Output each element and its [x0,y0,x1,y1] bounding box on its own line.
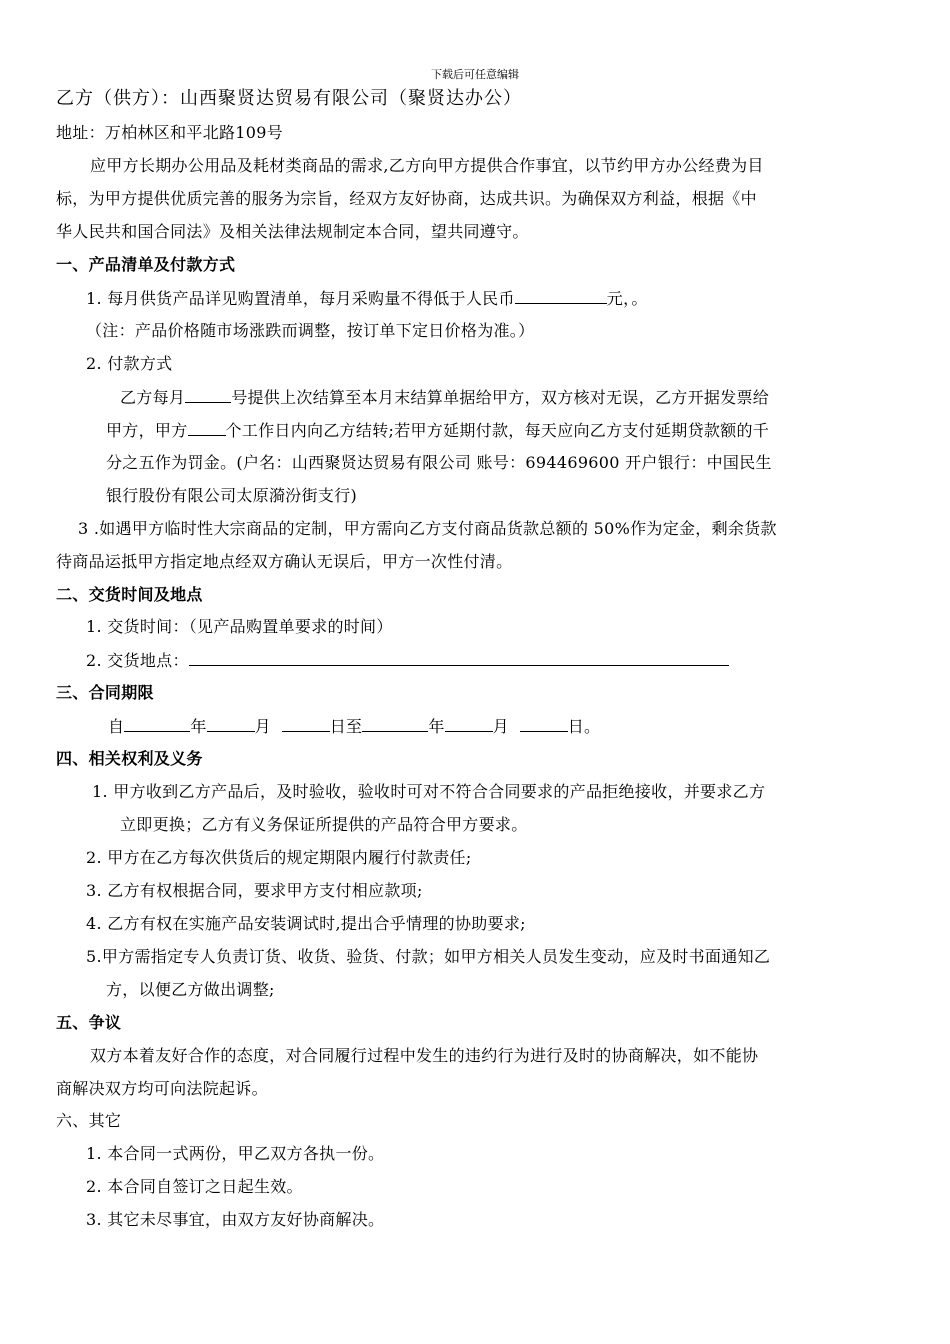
s4-item-5-line-2: 方，以便乙方做出调整; [106,980,275,999]
workdays-blank[interactable] [188,419,226,436]
payment-text-d: 个工作日内向乙方结转;若甲方延期付款，每天应向乙方支付延期贷款额的千 [225,421,770,440]
intro-line-1: 应甲方长期办公用品及耗材类商品的需求,乙方向甲方提供合作事宜，以节约甲方办公经费为目 [90,156,764,175]
payment-line-4: 银行股份有限公司太原漪汾街支行) [106,486,358,505]
s4-item-1-line-1: 1. 甲方收到乙方产品后，及时验收，验收时可对不符合合同要求的产品拒绝接收，并要求乙方 [92,782,766,801]
end-month-blank[interactable] [445,715,493,732]
payment-text-a: 乙方每月 [120,388,186,407]
day-blank[interactable] [185,386,231,403]
intro-line-2: 标，为甲方提供优质完善的服务为宗旨，经双方友好协商，达成共识。为确保双方利益，根据《中 [56,189,757,208]
payment-line-1 [120,386,769,409]
header-note: 下载后可任意编辑 [431,68,519,81]
payment-line-2 [106,419,769,442]
s6-item-2: 2. 本合同自签订之日起生效。 [86,1177,303,1196]
s1-item-1-text: 1. 每月供货产品详见购置清单，每月采购量不得低于人民币 [86,289,515,308]
s2-item-1: 1. 交货时间：（见产品购置单要求的时间） [86,617,393,636]
period-day-to: 日至 [329,717,363,736]
s1-item-2: 2. 付款方式 [86,354,173,373]
section-3-title: 三、合同期限 [56,683,154,702]
period-year-2: 年 [428,717,445,736]
end-day-blank[interactable] [520,715,568,732]
delivery-place-blank[interactable] [189,649,729,666]
payment-text-b: 号提供上次结算至本月末结算单据给甲方，双方核对无误，乙方开据发票给 [231,388,770,407]
s4-item-4: 4. 乙方有权在实施产品安装调试时,提出合乎情理的协助要求; [86,914,526,933]
period-day-end: 日。 [567,717,601,736]
amount-blank[interactable] [515,287,607,304]
section-2-title: 二、交货时间及地点 [56,585,203,604]
s1-item-3-line-2: 待商品运抵甲方指定地点经双方确认无误后，甲方一次性付清。 [56,552,513,571]
s1-note: （注：产品价格随市场涨跌而调整，按订单下定日价格为准。） [86,321,535,340]
s4-item-3: 3. 乙方有权根据合同，要求甲方支付相应款项; [86,881,423,900]
s5-line-2: 商解决双方均可向法院起诉。 [56,1079,268,1098]
contract-period-line [108,715,600,738]
period-year-1: 年 [190,717,207,736]
payment-text-c: 甲方，甲方 [106,421,188,440]
s4-item-2: 2. 甲方在乙方每次供货后的规定期限内履行付款责任; [86,848,472,867]
period-month-1: 月 [254,717,271,736]
section-6-title: 六、其它 [56,1111,122,1130]
intro-line-3: 华人民共和国合同法》及相关法律法规制定本合同，望共同遵守。 [56,222,529,241]
section-5-title: 五、争议 [56,1013,122,1032]
start-month-blank[interactable] [207,715,255,732]
s1-item-1 [86,287,648,310]
s6-item-1: 1. 本合同一式两份，甲乙双方各执一份。 [86,1144,385,1163]
payment-line-3: 分之五作为罚金。(户名：山西聚贤达贸易有限公司 账号：694469600 开户银行：中国民生 [106,453,772,472]
section-4-title: 四、相关权利及义务 [56,749,203,768]
address-line: 地址：万柏林区和平北路109号 [56,123,284,142]
start-year-blank[interactable] [124,715,190,732]
s1-item-3-line-1: 3 .如遇甲方临时性大宗商品的定制，甲方需向乙方支付商品货款总额的 50%作为定金，剩余货款 [78,519,777,538]
period-month-2: 月 [492,717,509,736]
section-1-title: 一、产品清单及付款方式 [56,255,236,274]
s1-item-1-tail: 元，。 [606,289,648,308]
start-day-blank[interactable] [282,715,330,732]
delivery-place-label: 2. 交货地点： [86,651,189,670]
s2-item-2 [86,649,729,672]
s5-line-1: 双方本着友好合作的态度，对合同履行过程中发生的违约行为进行及时的协商解决，如不能协 [90,1046,759,1065]
period-from: 自 [108,717,125,736]
s6-item-3: 3. 其它未尽事宜，由双方友好协商解决。 [86,1210,385,1229]
s4-item-1-line-2: 立即更换；乙方有义务保证所提供的产品符合甲方要求。 [120,815,528,834]
party-b-line: 乙方（供方）：山西聚贤达贸易有限公司（聚贤达办公） [56,88,522,109]
s4-item-5-line-1: 5.甲方需指定专人负责订货、收货、验货、付款；如甲方相关人员发生变动，应及时书面通知乙 [86,947,771,966]
end-year-blank[interactable] [362,715,428,732]
